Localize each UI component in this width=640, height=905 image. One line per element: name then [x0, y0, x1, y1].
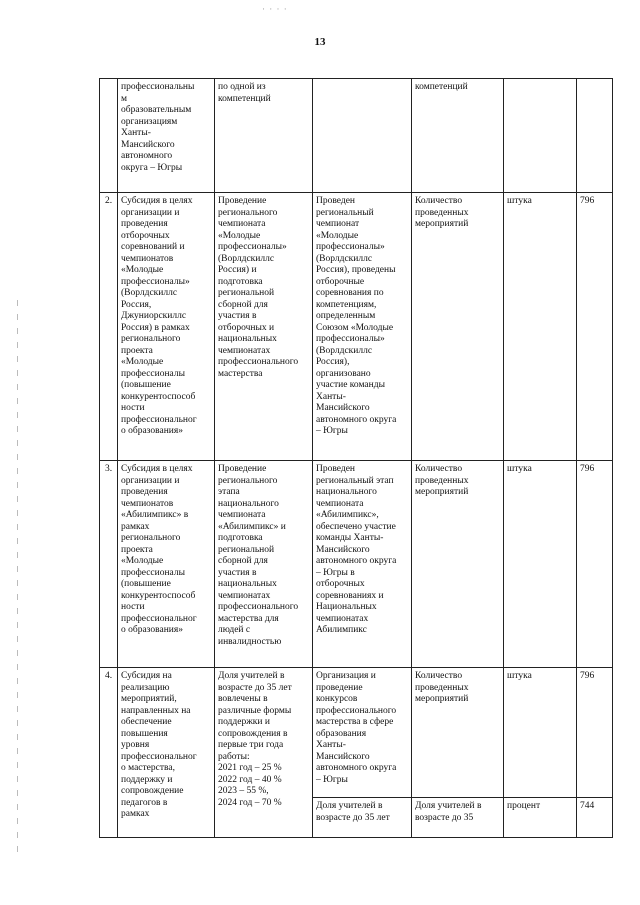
table-row: [100, 668, 613, 798]
subsidy-name-cell: Субсидия в целях организации и проведения чемпионатов «Абилимпикс» в рамках регионального проекта «Молодые профессионалы (повышение конкурентоспособ ности профессиональног о образования»: [118, 461, 215, 668]
subsidy-name-cell: Субсидия в целях организации и проведения отборочных соревнований и чемпионатов «Молодые профессионалы» (Ворлдскиллс Россия, Джуниорскиллс Россия) в рамках регионального проекта «Молодые профессионалы (повышение конкурентоспособ ности профессиональног о образования»: [118, 193, 215, 461]
subsidy-name-cell: Субсидия на реализацию мероприятий, направленных на обеспечение повышения уровня профессиональног о мастерства, поддержку и сопровождение педагогов в рамках: [118, 668, 215, 838]
goal-cell: Проведение регионального этапа национального чемпионата «Абилимпикс» и подготовка региональной сборной для участия в национальных чемпионатах профессионального мастерства для людей с инвалидностью: [215, 461, 313, 668]
result-cell: Проведен региональный этап национального чемпионата «Абилимпикс», обеспечено участие команды Ханты- Мансийского автономного округа – Югры в отборочных соревнованиях и Национальных чемпионатах Абилимпикс: [313, 461, 412, 668]
goal-cell: по одной из компетенций: [215, 79, 313, 193]
result-cell: [313, 79, 412, 193]
code-cell: 744: [577, 798, 613, 838]
unit-cell: штука: [504, 668, 577, 798]
unit-cell: процент: [504, 798, 577, 838]
code-cell: 796: [577, 668, 613, 798]
indicator-cell: Количество проведенных мероприятий: [412, 668, 504, 798]
unit-cell: штука: [504, 193, 577, 461]
row-number: [100, 79, 118, 193]
row-number: 4.: [100, 668, 118, 838]
indicator-cell: Доля учителей в возрасте до 35: [412, 798, 504, 838]
code-cell: 796: [577, 193, 613, 461]
table-row: [100, 461, 613, 668]
indicator-cell: компетенций: [412, 79, 504, 193]
subsidy-table: [99, 78, 613, 838]
subsidy-name-cell: профессиональны м образовательным организациям Ханты- Мансийского автономного округа – Югры: [118, 79, 215, 193]
unit-cell: штука: [504, 461, 577, 668]
unit-cell: [504, 79, 577, 193]
goal-cell: Доля учителей в возрасте до 35 лет вовлечены в различные формы поддержки и сопровождения в первые три года работы: 2021 год – 25 % 2022 год – 40 % 2023 – 55 %, 2024 год – 70 %: [215, 668, 313, 838]
result-cell: Проведен региональный чемпионат «Молодые профессионалы» (Ворлдскиллс Россия), проведены отборочные соревнования по компетенциям, определенным Союзом «Молодые профессионалы» (Ворлдскиллс Россия), организовано участие команды Ханты- Мансийского автономного округа – Югры: [313, 193, 412, 461]
row-number: 3.: [100, 461, 118, 668]
stamp-mark: · · · ·: [262, 4, 288, 14]
page-number: 13: [314, 36, 326, 48]
table-row: [100, 193, 613, 461]
indicator-cell: Количество проведенных мероприятий: [412, 461, 504, 668]
code-cell: 796: [577, 461, 613, 668]
indicator-cell: Количество проведенных мероприятий: [412, 193, 504, 461]
table-row: [100, 79, 613, 193]
scan-artifact-line: [17, 300, 18, 860]
code-cell: [577, 79, 613, 193]
result-cell: Организация и проведение конкурсов профессионального мастерства в сфере образования Ханты- Мансийского автономного округа – Югры: [313, 668, 412, 798]
result-cell: Доля учителей в возрасте до 35 лет: [313, 798, 412, 838]
goal-cell: Проведение регионального чемпионата «Молодые профессионалы» (Ворлдскиллс Россия) и подготовка региональной сборной для участия в отборочных и национальных чемпионатах профессионального мастерства: [215, 193, 313, 461]
row-number: 2.: [100, 193, 118, 461]
